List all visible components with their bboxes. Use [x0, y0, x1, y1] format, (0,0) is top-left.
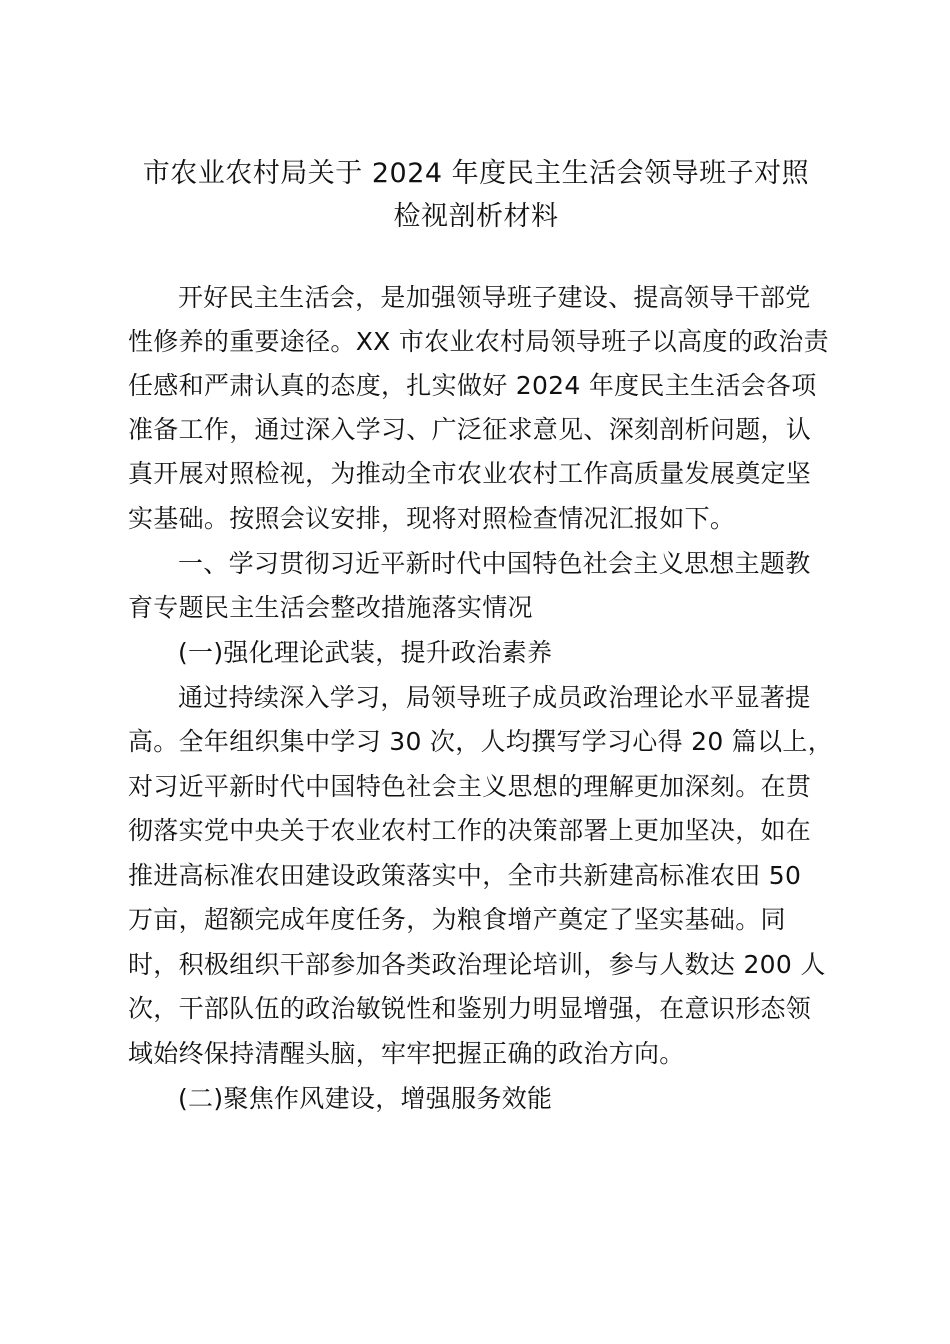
body-line: 通过持续深入学习，局领导班子成员政治理论水平显著提	[178, 683, 811, 712]
body-line: 高。全年组织集中学习 30 次，人均撰写学习心得 20 篇以上，	[128, 727, 834, 756]
body-line: 真开展对照检视，为推动全市农业农村工作高质量发展奠定坚	[128, 459, 812, 488]
subsection-heading: (一)强化理论武装，提升政治素养	[178, 638, 553, 667]
title-line-1: 市农业农村局关于 2024 年度民主生活会领导班子对照	[142, 158, 810, 189]
body-line: 实基础。按照会议安排，现将对照检查情况汇报如下。	[128, 504, 736, 533]
body-line: 任感和严肃认真的态度，扎实做好 2024 年度民主生活会各项	[128, 371, 817, 400]
body-line: 域始终保持清醒头脑，牢牢把握正确的政治方向。	[128, 1039, 685, 1068]
section-heading: 一、学习贯彻习近平新时代中国特色社会主义思想主题教	[178, 549, 811, 578]
body-line: 推进高标准农田建设政策落实中，全市共新建高标准农田 50	[128, 861, 802, 890]
body-line: 开好民主生活会，是加强领导班子建设、提高领导干部党	[178, 283, 811, 312]
body-line: 性修养的重要途径。XX 市农业农村局领导班子以高度的政治责	[128, 327, 829, 356]
body-line: 彻落实党中央关于农业农村工作的决策部署上更加坚决，如在	[128, 816, 812, 845]
body-line: 准备工作，通过深入学习、广泛征求意见、深刻剖析问题，认	[128, 415, 812, 444]
body-line: 对习近平新时代中国特色社会主义思想的理解更加深刻。在贯	[128, 772, 812, 801]
subsection-heading: (二)聚焦作风建设，增强服务效能	[178, 1084, 553, 1113]
document-title	[120, 152, 832, 238]
title-line-2: 检视剖析材料	[393, 201, 559, 232]
body-line: 时，积极组织干部参加各类政治理论培训，参与人数达 200 人	[128, 950, 826, 979]
body-line: 万亩，超额完成年度任务，为粮食增产奠定了坚实基础。同	[128, 905, 786, 934]
section-heading: 育专题民主生活会整改措施落实情况	[128, 593, 533, 622]
body-line: 次，干部队伍的政治敏锐性和鉴别力明显增强，在意识形态领	[128, 994, 812, 1023]
